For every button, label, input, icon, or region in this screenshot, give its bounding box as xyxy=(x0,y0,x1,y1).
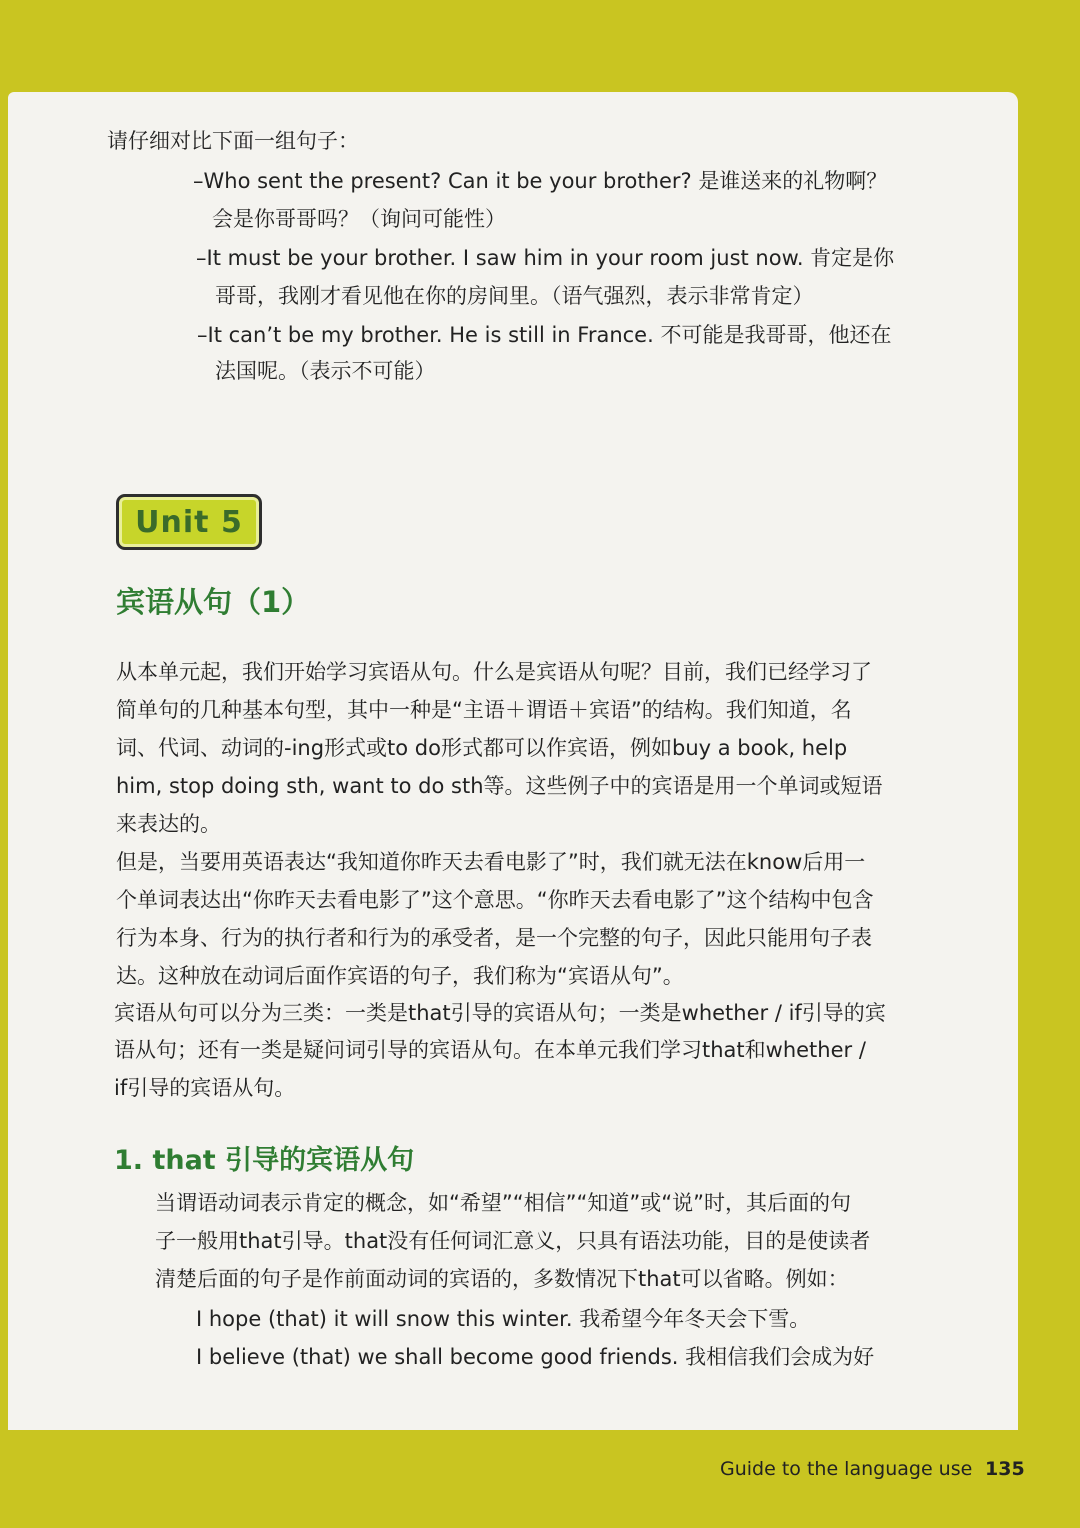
paragraph-line: 来表达的。 xyxy=(116,812,221,836)
sub-paragraph-line: 子一般用that引导。that没有任何词汇意义，只具有语法功能，目的是使读者 xyxy=(155,1229,871,1253)
paragraph-line: 行为本身、行为的执行者和行为的承受者，是一个完整的句子，因此只能用句子表 xyxy=(116,926,872,950)
paragraph-line: 宾语从句可以分为三类：一类是that引导的宾语从句；一类是whether / if引导的宾 xyxy=(114,1001,886,1025)
example-line: –It must be your brother. I saw him in your room just now. 肯定是你 xyxy=(196,246,895,270)
sub-paragraph-line: 当谓语动词表示肯定的概念，如“希望”“相信”“知道”或“说”时，其后面的句 xyxy=(155,1191,852,1215)
example-line: 法国呢。（表示不可能） xyxy=(215,359,436,383)
example-line: –Who sent the present? Can it be your brother? 是谁送来的礼物啊？ xyxy=(193,169,888,193)
section-title: 宾语从句（1） xyxy=(116,585,311,619)
example-line: –It can’t be my brother. He is still in France. 不可能是我哥哥，他还在 xyxy=(197,323,892,347)
unit-badge-label: Unit 5 xyxy=(135,504,243,540)
subsection-title: 1. that 引导的宾语从句 xyxy=(114,1145,415,1176)
paragraph-line: 语从句；还有一类是疑问词引导的宾语从句。在本单元我们学习that和whether / xyxy=(114,1038,866,1062)
paragraph-line: 简单句的几种基本句型，其中一种是“主语＋谓语＋宾语”的结构。我们知道，名 xyxy=(116,698,852,722)
paragraph-line: 达。这种放在动词后面作宾语的句子，我们称为“宾语从句”。 xyxy=(116,964,684,988)
unit-badge xyxy=(116,494,262,550)
intro-text: 请仔细对比下面一组句子： xyxy=(107,129,359,153)
paragraph-line: if引导的宾语从句。 xyxy=(114,1076,296,1100)
page-number: 135 xyxy=(985,1458,1025,1480)
example-line: 哥哥，我刚才看见他在你的房间里。（语气强烈，表示非常肯定） xyxy=(215,284,814,308)
sub-example-line: I believe (that) we shall become good friends. 我相信我们会成为好 xyxy=(196,1345,875,1369)
paragraph-line: 词、代词、动词的-ing形式或to do形式都可以作宾语，例如buy a book, help xyxy=(116,736,848,760)
paragraph-line: 从本单元起，我们开始学习宾语从句。什么是宾语从句呢？目前，我们已经学习了 xyxy=(116,660,872,684)
sub-example-line: I hope (that) it will snow this winter. 我希望今年冬天会下雪。 xyxy=(196,1307,811,1331)
example-line: 会是你哥哥吗？（询问可能性） xyxy=(212,207,506,231)
running-title: Guide to the language use xyxy=(720,1458,973,1480)
paragraph-line: 个单词表达出“你昨天去看电影了”这个意思。“你昨天去看电影了”这个结构中包含 xyxy=(116,888,874,912)
paragraph-line: 但是，当要用英语表达“我知道你昨天去看电影了”时，我们就无法在know后用一 xyxy=(116,850,866,874)
sub-paragraph-line: 清楚后面的句子是作前面动词的宾语的，多数情况下that可以省略。例如： xyxy=(155,1267,849,1291)
paragraph-line: him, stop doing sth, want to do sth等。这些例子中的宾语是用一个单词或短语 xyxy=(116,774,883,798)
